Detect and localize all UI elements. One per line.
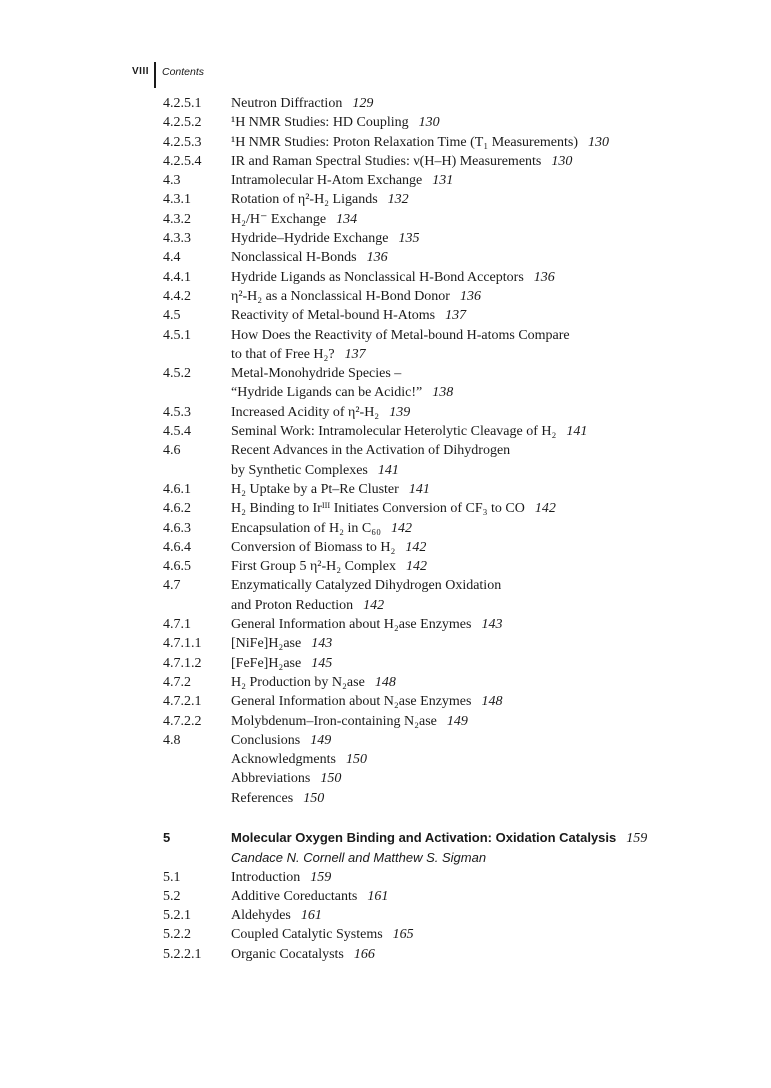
toc-entry-title: η²-H₂ as a Nonclassical H-Bond Donor — [231, 288, 450, 304]
toc-entry-body — [231, 848, 683, 867]
toc-entry-body — [231, 887, 683, 906]
page-folio: VIII — [132, 66, 150, 77]
toc-entry-number: 4.4.1 — [163, 269, 191, 285]
toc-entry-body — [231, 480, 683, 499]
table-of-contents — [163, 94, 683, 964]
toc-page-number: 149 — [446, 713, 468, 729]
toc-entry-body — [231, 654, 683, 673]
toc-entry-title: Introduction — [231, 869, 301, 885]
toc-entry-title: References — [231, 790, 294, 806]
toc-entry-body — [231, 133, 683, 152]
toc-entry — [163, 248, 683, 267]
toc-entry-number: 4.5.3 — [163, 404, 191, 420]
toc-entry-title: H₂/H⁻ Exchange — [231, 211, 327, 227]
toc-entry-title: Seminal Work: Intramolecular Heterolytic Cleavage of H₂ — [231, 424, 557, 440]
toc-entry-title: General Information about H₂ase Enzymes — [231, 617, 472, 633]
toc-entry-body — [231, 945, 683, 964]
toc-entry-body — [231, 750, 683, 769]
toc-entry-body — [231, 538, 683, 557]
toc-entry-body — [231, 828, 683, 848]
toc-page-number: 130 — [418, 115, 440, 131]
toc-page-number: 165 — [392, 927, 414, 943]
toc-entry — [163, 287, 683, 306]
toc-entry — [163, 945, 683, 964]
toc-page-number: 136 — [533, 269, 555, 285]
toc-entry-number: 5.2.1 — [163, 908, 191, 924]
toc-entry — [163, 673, 683, 692]
toc-entry-body — [231, 576, 683, 615]
toc-entry-number: 4.3.1 — [163, 192, 191, 208]
toc-entry — [163, 480, 683, 499]
toc-page-number: 137 — [344, 346, 366, 362]
toc-entry — [163, 441, 683, 480]
toc-entry-number: 4.6.3 — [163, 520, 191, 536]
toc-entry — [163, 692, 683, 711]
toc-entry-title: H₂ Binding to Irᴵᴵᴵ Initiates Conversion of CF₃ to CO — [231, 501, 525, 517]
toc-page-number: 131 — [432, 173, 454, 189]
toc-entry — [163, 925, 683, 944]
toc-page-number: 136 — [459, 288, 481, 304]
toc-entry-title: Additive Coreductants — [231, 888, 358, 904]
toc-entry-number: 4.6 — [163, 443, 181, 459]
toc-entry-number: 4.7.2.2 — [163, 713, 202, 729]
toc-entry-number: 4.7 — [163, 578, 181, 594]
toc-page-number: 141 — [566, 424, 588, 440]
toc-entry-title: Metal-Monohydride Species – — [231, 366, 402, 382]
toc-entry — [163, 576, 683, 615]
toc-entry — [163, 210, 683, 229]
toc-entry — [163, 538, 683, 557]
toc-entry-title: “Hydride Ligands can be Acidic!” — [231, 385, 423, 401]
toc-entry-body — [231, 557, 683, 576]
toc-entry-body — [231, 94, 683, 113]
toc-entry-body — [231, 712, 683, 731]
toc-entry — [163, 789, 683, 808]
toc-page-number: 159 — [626, 830, 648, 846]
toc-page-number: 130 — [588, 134, 610, 150]
toc-entry-title: H₂ Production by N₂ase — [231, 674, 365, 690]
toc-entry — [163, 229, 683, 248]
toc-entry-title: Increased Acidity of η²-H₂ — [231, 404, 380, 420]
toc-entry-body — [231, 868, 683, 887]
header-rule — [154, 62, 156, 88]
toc-page-number: 161 — [300, 908, 322, 924]
toc-entry — [163, 422, 683, 441]
toc-entry-title: Rotation of η²-H₂ Ligands — [231, 192, 378, 208]
toc-entry-number: 4.3.3 — [163, 231, 191, 247]
toc-page-number: 150 — [320, 771, 342, 787]
toc-entry-title: [NiFe]H₂ase — [231, 636, 302, 652]
toc-page-number: 142 — [405, 539, 427, 555]
toc-entry-number: 4.7.2 — [163, 674, 191, 690]
toc-entry — [163, 868, 683, 887]
toc-entry-body — [231, 403, 683, 422]
toc-page-number: 149 — [310, 732, 332, 748]
toc-entry-body — [231, 113, 683, 132]
toc-page-number: 142 — [405, 559, 427, 575]
toc-entry-body — [231, 306, 683, 325]
toc-entry-title: Molybdenum–Iron-containing N₂ase — [231, 713, 437, 729]
toc-page-number: 142 — [390, 520, 412, 536]
toc-entry-number: 4.7.1.2 — [163, 655, 202, 671]
toc-entry-title: Recent Advances in the Activation of Dihydrogen — [231, 443, 511, 459]
toc-entry — [163, 634, 683, 653]
toc-entry — [163, 268, 683, 287]
toc-page-number: 138 — [432, 385, 454, 401]
toc-entry-number — [163, 750, 231, 769]
toc-entry-title: Conversion of Biomass to H₂ — [231, 539, 396, 555]
toc-entry-body — [231, 441, 683, 480]
toc-entry-body — [231, 731, 683, 750]
toc-page-number: 166 — [353, 946, 375, 962]
toc-entry-title: Reactivity of Metal-bound H-Atoms — [231, 308, 436, 324]
toc-page-number: 135 — [398, 231, 420, 247]
toc-entry-title: Hydride Ligands as Nonclassical H-Bond Acceptors — [231, 269, 524, 285]
toc-entry-number: 4.3 — [163, 173, 181, 189]
toc-page-number: 150 — [345, 752, 367, 768]
toc-entry-number: 4.2.5.4 — [163, 153, 202, 169]
toc-entry-title: How Does the Reactivity of Metal-bound H-atoms Compare — [231, 327, 570, 343]
toc-entry-number: 4.5.2 — [163, 366, 191, 382]
toc-entry-title: Intramolecular H-Atom Exchange — [231, 173, 423, 189]
toc-entry — [163, 906, 683, 925]
toc-entry-title: by Synthetic Complexes — [231, 462, 368, 478]
toc-entry-number: 5.2 — [163, 888, 181, 904]
toc-entry-body — [231, 152, 683, 171]
toc-entry-title: Coupled Catalytic Systems — [231, 927, 383, 943]
toc-entry — [163, 750, 683, 769]
toc-entry — [163, 712, 683, 731]
toc-entry-number: 4.6.1 — [163, 481, 191, 497]
toc-entry-body — [231, 673, 683, 692]
toc-entry-title: H₂ Uptake by a Pt–Re Cluster — [231, 481, 399, 497]
toc-page-number: 143 — [481, 617, 503, 633]
toc-entry-title: IR and Raman Spectral Studies: ν(H–H) Measurements — [231, 153, 542, 169]
toc-entry-number — [163, 769, 231, 788]
toc-entry-title: to that of Free H₂? — [231, 346, 335, 362]
toc-entry-body — [231, 229, 683, 248]
toc-page-number: 139 — [389, 404, 411, 420]
toc-entry-number: 4.7.1 — [163, 617, 191, 633]
toc-entry-number: 4.6.2 — [163, 501, 191, 517]
toc-entry-title: Hydride–Hydride Exchange — [231, 231, 389, 247]
toc-chapter-authors — [163, 848, 683, 867]
toc-entry-body — [231, 925, 683, 944]
toc-entry-number — [163, 789, 231, 808]
toc-entry-number: 4.5.4 — [163, 424, 191, 440]
toc-entry-title: and Proton Reduction — [231, 597, 354, 613]
toc-page-number: 145 — [311, 655, 333, 671]
toc-page-number: 148 — [374, 674, 396, 690]
toc-entry-body — [231, 171, 683, 190]
toc-entry-number: 5 — [163, 829, 171, 845]
toc-entry — [163, 171, 683, 190]
toc-entry — [163, 615, 683, 634]
toc-entry — [163, 519, 683, 538]
toc-page-number: 132 — [387, 192, 409, 208]
toc-entry — [163, 113, 683, 132]
toc-page-number: 142 — [534, 501, 556, 517]
toc-entry-title: Neutron Diffraction — [231, 96, 343, 111]
toc-entry-title: [FeFe]H₂ase — [231, 655, 302, 671]
toc-page-number: 143 — [311, 636, 333, 652]
toc-entry — [163, 190, 683, 209]
toc-chapter-entry — [163, 828, 683, 848]
toc-entry-body — [231, 906, 683, 925]
toc-entry-body — [231, 634, 683, 653]
toc-entry-title: Nonclassical H-Bonds — [231, 250, 357, 266]
toc-entry — [163, 364, 683, 403]
toc-entry-body — [231, 268, 683, 287]
toc-entry-number: 4.7.1.1 — [163, 636, 202, 652]
toc-entry-number: 5.1 — [163, 869, 181, 885]
toc-entry — [163, 306, 683, 325]
toc-entry — [163, 326, 683, 365]
toc-page-number: 142 — [363, 597, 385, 613]
toc-page-number: 141 — [408, 481, 430, 497]
toc-entry-number: 4.2.5.3 — [163, 134, 202, 150]
toc-entry-body — [231, 364, 683, 403]
toc-entry — [163, 731, 683, 750]
toc-entry-title: First Group 5 η²-H₂ Complex — [231, 559, 396, 575]
toc-entry-number: 4.4.2 — [163, 288, 191, 304]
toc-page-number: 134 — [336, 211, 358, 227]
toc-entry-number: 4.6.4 — [163, 539, 191, 555]
toc-entry-number: 4.5.1 — [163, 327, 191, 343]
toc-entry-title: General Information about N₂ase Enzymes — [231, 694, 472, 710]
toc-entry-number: 4.5 — [163, 308, 181, 324]
toc-page-number: 136 — [366, 250, 388, 266]
running-head: Contents — [162, 66, 205, 78]
toc-entry-number: 5.2.2.1 — [163, 946, 202, 962]
toc-entry-title: Encapsulation of H₂ in C₆₀ — [231, 520, 381, 536]
toc-page-number: 159 — [310, 869, 332, 885]
toc-page-number: 148 — [481, 694, 503, 710]
toc-entry — [163, 133, 683, 152]
toc-entry-title: Conclusions — [231, 732, 301, 748]
toc-page-number: 150 — [303, 790, 325, 806]
toc-entry-body — [231, 615, 683, 634]
toc-entry-number: 4.2.5.1 — [163, 96, 202, 111]
toc-entry-title: Candace N. Cornell and Matthew S. Sigman — [231, 850, 487, 866]
toc-entry-title: ¹H NMR Studies: Proton Relaxation Time (T₁ Measurements) — [231, 134, 579, 150]
toc-entry-body — [231, 692, 683, 711]
toc-entry-body — [231, 287, 683, 306]
toc-entry-title: Aldehydes — [231, 908, 291, 924]
toc-entry-number: 4.8 — [163, 732, 181, 748]
toc-page-number: 161 — [367, 888, 389, 904]
toc-page-number: 137 — [445, 308, 467, 324]
toc-entry-number: 4.4 — [163, 250, 181, 266]
toc-entry-body — [231, 519, 683, 538]
toc-entry-title: Abbreviations — [231, 771, 311, 787]
toc-entry-body — [231, 422, 683, 441]
toc-entry-body — [231, 190, 683, 209]
toc-entry — [163, 403, 683, 422]
toc-entry-title: ¹H NMR Studies: HD Coupling — [231, 115, 409, 131]
toc-entry-number — [163, 848, 231, 867]
toc-entry-body — [231, 326, 683, 365]
toc-entry-title: Enzymatically Catalyzed Dihydrogen Oxidation — [231, 578, 502, 594]
toc-entry-number: 5.2.2 — [163, 927, 191, 943]
toc-page-number: 141 — [377, 462, 399, 478]
toc-entry — [163, 769, 683, 788]
toc-entry — [163, 654, 683, 673]
toc-page-number: 129 — [352, 96, 374, 111]
toc-entry-body — [231, 789, 683, 808]
toc-entry — [163, 887, 683, 906]
toc-entry-body — [231, 210, 683, 229]
toc-entry-number: 4.2.5.2 — [163, 115, 202, 131]
toc-entry — [163, 499, 683, 518]
toc-entry-number: 4.3.2 — [163, 211, 191, 227]
toc-entry — [163, 152, 683, 171]
toc-page-number: 130 — [551, 153, 573, 169]
toc-entry-body — [231, 499, 683, 518]
toc-entry-body — [231, 769, 683, 788]
toc-entry — [163, 94, 683, 113]
toc-entry-number: 4.6.5 — [163, 559, 191, 575]
toc-entry-number: 4.7.2.1 — [163, 694, 202, 710]
toc-entry — [163, 557, 683, 576]
toc-entry-body — [231, 248, 683, 267]
toc-entry-title: Molecular Oxygen Binding and Activation: Oxidation Catalysis — [231, 829, 617, 845]
toc-entry-title: Organic Cocatalysts — [231, 946, 344, 962]
toc-entry-title: Acknowledgments — [231, 752, 336, 768]
